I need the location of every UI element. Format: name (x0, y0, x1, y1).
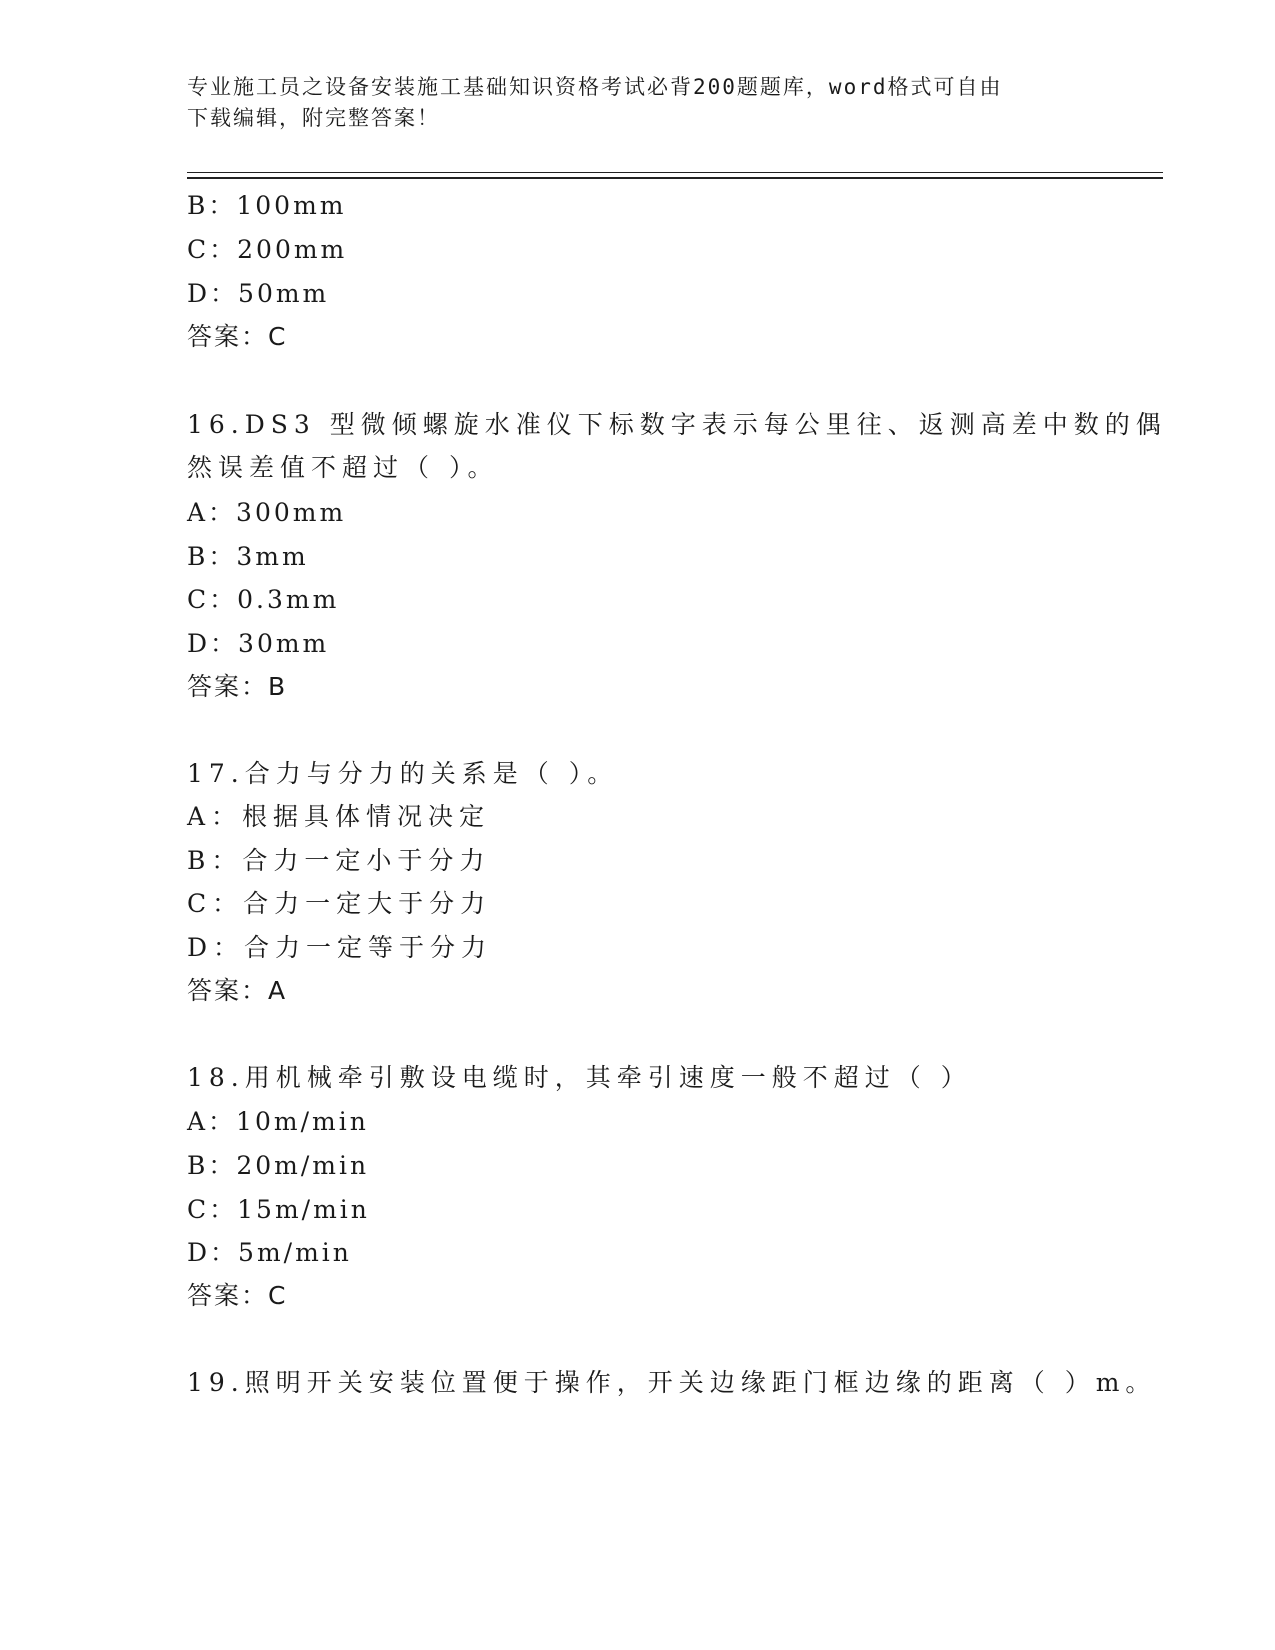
header-line-2: 下载编辑，附完整答案！ (187, 106, 440, 130)
q18-answer: 答案：C (187, 1281, 288, 1310)
q15-option-b: B：100mm (187, 191, 347, 220)
q16-answer: 答案：B (187, 672, 288, 701)
q19-question: 19.照明开关安装位置便于操作，开关边缘距门框边缘的距离（ ）m。 (187, 1368, 1157, 1397)
q16-question-line-1: 16.DS3 型微倾螺旋水准仪下标数字表示每公里往、返测高差中数的偶 (187, 410, 1167, 439)
q16-option-a: A：300mm (187, 498, 347, 527)
q18-question: 18.用机械牵引敷设电缆时，其牵引速度一般不超过（ ） (187, 1063, 972, 1092)
q17-answer: 答案：A (187, 976, 288, 1005)
header-divider-thick (187, 177, 1163, 179)
q17-option-c: C：合力一定大于分力 (187, 889, 492, 918)
q16-option-d: D：30mm (187, 629, 330, 658)
q16-option-c: C：0.3mm (187, 585, 340, 614)
q15-option-c: C：200mm (187, 235, 348, 264)
q17-option-a: A：根据具体情况决定 (187, 802, 491, 831)
q15-option-d: D：50mm (187, 279, 330, 308)
header-line-1: 专业施工员之设备安装施工基础知识资格考试必背200题题库，word格式可自由 (187, 75, 1003, 99)
q15-answer: 答案：C (187, 322, 288, 351)
q18-option-b: B：20m/min (187, 1151, 370, 1180)
q17-question: 17.合力与分力的关系是（ ）。 (187, 759, 619, 788)
header-divider-thin (187, 172, 1163, 173)
q17-option-b: B：合力一定小于分力 (187, 846, 491, 875)
q18-option-d: D：5m/min (187, 1238, 352, 1267)
q17-option-d: D：合力一定等于分力 (187, 933, 493, 962)
q18-option-a: A：10m/min (187, 1107, 369, 1136)
q18-option-c: C：15m/min (187, 1195, 370, 1224)
q16-option-b: B：3mm (187, 542, 309, 571)
document-header (187, 72, 1067, 134)
q16-question-line-2: 然误差值不超过（ ）。 (187, 453, 499, 482)
